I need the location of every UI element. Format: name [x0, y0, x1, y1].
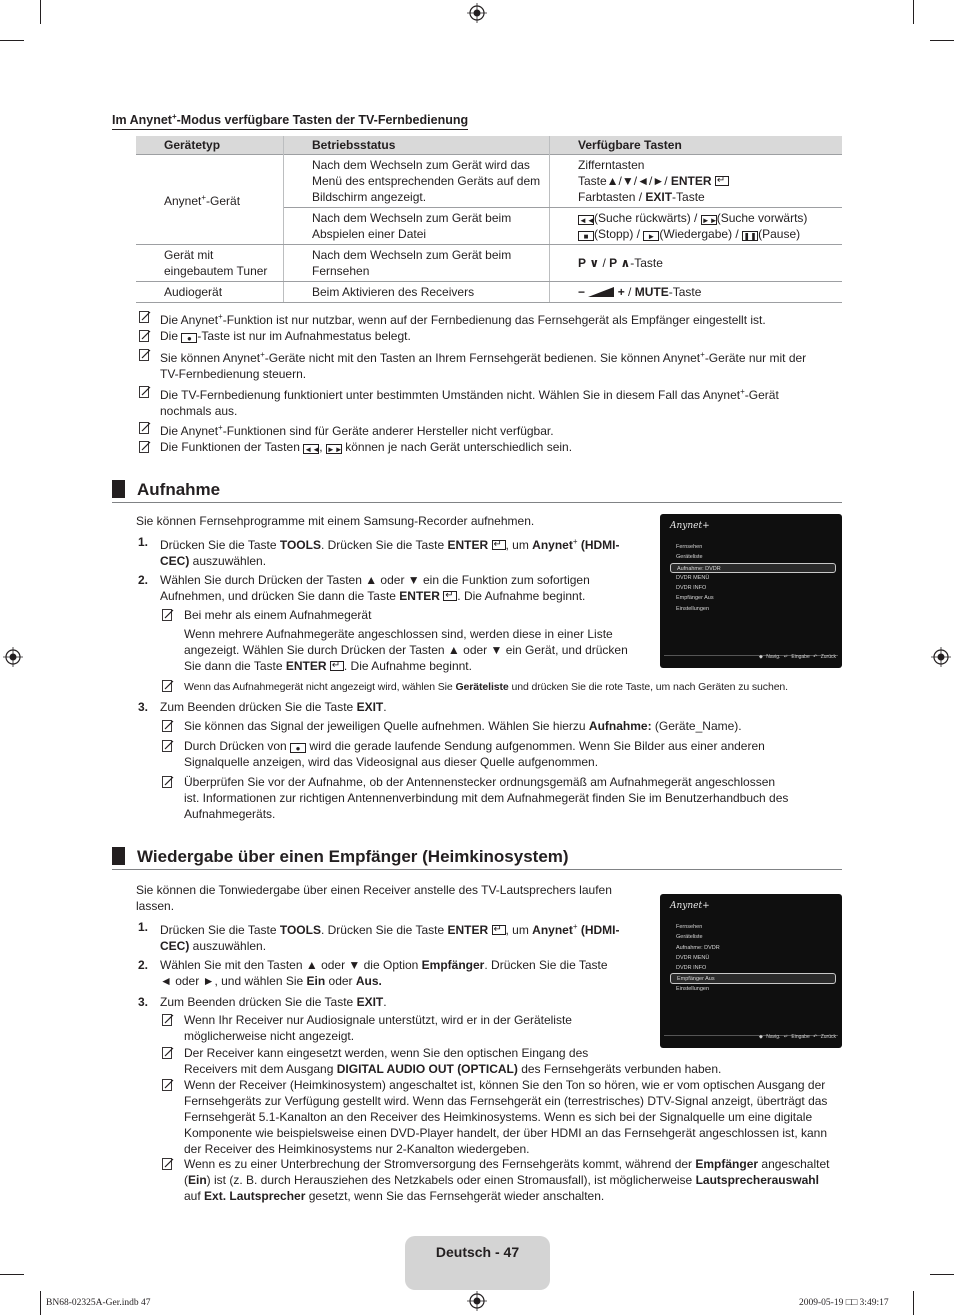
menu-footer: ◆ Navig. ↵ Eingabe ↶ Zurück	[759, 654, 836, 660]
enter-key-icon	[715, 176, 729, 186]
menu-item: DVDR INFO	[676, 965, 707, 972]
note-icon	[162, 776, 174, 788]
note-icon	[162, 609, 174, 621]
step-number: 3.	[138, 995, 149, 1009]
menu-item-selected: Empfänger Aus	[670, 973, 836, 983]
col-header-status: Betriebsstatus	[284, 136, 550, 155]
section-bar	[112, 847, 125, 865]
cell-keys: Zifferntasten Taste▲/▼/◄/►/ ENTER ↵ Farbtasten / EXIT-Taste	[550, 155, 843, 208]
menu-item: DVDR MENÜ	[676, 954, 710, 961]
menu-item: Fernsehen	[676, 544, 703, 550]
step-number: 1.	[138, 535, 149, 549]
note-paragraph: Wenn mehrere Aufnahmegeräte angeschlossen sind, werden diese in einer Liste angezeigt. Wählen Sie durch Drücken der Tasten ▲ oder ▼ ein Gerät, und drücken Sie dann die Taste ENTER ↵ . Die Aufnahme beginnt.	[184, 626, 644, 674]
step-text: Zum Beenden drücken Sie die Taste EXIT.	[160, 995, 387, 1009]
crop-mark	[40, 0, 41, 24]
intro-text: Sie können die Tonwiedergabe über einen Receiver anstelle des TV-Lautsprechers laufen lassen.	[136, 883, 612, 913]
note-text: Durch Drücken von ● wird die gerade laufende Sendung aufgenommen. Wenn Sie Bilder aus einer anderen Signalquelle anzeigen, wird das Videosignal aus dieser Quelle aufgenommen.	[184, 739, 765, 769]
step-text: Drücken Sie die Taste TOOLS. Drücken Sie die Taste ENTER ↵ , um Anynet+ (HDMI- CEC) auszuwählen.	[160, 534, 640, 569]
print-timestamp: 2009-05-19 □□ 3:49:17	[799, 1298, 889, 1308]
cell-keys: ◄◄(Suche rückwärts) / ►►(Suche vorwärts) ■ (Stopp) / ► (Wiedergabe) / ❚❚(Pause)	[550, 208, 843, 245]
cell-keys: − + / MUTE-Taste	[550, 282, 843, 303]
table-row	[136, 155, 842, 208]
note-text: Sie können das Signal der jeweiligen Quelle aufnehmen. Wählen Sie hierzu Aufnahme: (Geräte_Name).	[184, 719, 742, 733]
fast-forward-key-icon: ►►	[326, 445, 343, 454]
table-row	[136, 245, 842, 282]
note-icon	[139, 386, 151, 398]
crop-mark	[930, 40, 954, 41]
cell-keys: P ∨ / P ∧-Taste	[550, 245, 843, 282]
table-heading: Im Anynet+-Modus verfügbare Tasten der TV-Fernbedienung	[112, 109, 468, 130]
enter-key-icon	[443, 591, 457, 601]
cell-status: Nach dem Wechseln zum Gerät beim Fernsehen	[284, 245, 550, 282]
note-text: Die Funktionen der Tasten ◄◄, ►► können je nach Gerät unterschiedlich sein.	[160, 440, 573, 454]
chevron-up-icon: ∧	[620, 256, 631, 270]
volume-minus-icon: −	[578, 285, 586, 299]
chevron-down-icon: ∨	[589, 256, 600, 270]
section-title-aufnahme: Aufnahme	[112, 480, 842, 503]
note-icon	[139, 441, 151, 453]
section-title-wiedergabe: Wiedergabe über einen Empfänger (Heimkinosystem)	[112, 847, 842, 870]
note-text: Wenn Ihr Receiver nur Audiosignale unterstützt, wird er in der Geräteliste möglicherweise nicht angezeigt.	[184, 1013, 572, 1043]
crop-mark	[913, 1291, 914, 1315]
menu-item: Fernsehen	[676, 924, 703, 930]
table-row	[136, 282, 842, 303]
crop-mark	[0, 40, 24, 41]
menu-item: Geräteliste	[676, 934, 703, 941]
note-icon	[162, 1079, 174, 1091]
menu-item: DVDR MENÜ	[676, 574, 710, 581]
page-number: Deutsch - 47	[435, 1244, 520, 1260]
cell-status: Beim Aktivieren des Receivers	[284, 282, 550, 303]
anynet-menu-screenshot	[660, 514, 842, 668]
crop-mark	[913, 0, 914, 24]
note-text: Die ● -Taste ist nur im Aufnahmestatus belegt.	[160, 329, 411, 343]
intro-text: Sie können Fernsehprogramme mit einem Samsung-Recorder aufnehmen.	[136, 514, 535, 528]
page-number-tab	[405, 1236, 550, 1290]
anynet-logo: Anynet+	[670, 521, 710, 531]
cell-status: Nach dem Wechseln zum Gerät beim Abspielen einer Datei	[284, 208, 550, 245]
volume-wedge-icon	[588, 287, 614, 297]
note-icon	[139, 330, 151, 342]
cell-status: Nach dem Wechseln zum Gerät wird das Menü des entsprechenden Geräts auf dem Bildschirm angezeigt.	[284, 155, 550, 208]
rewind-key-icon: ◄◄	[304, 445, 321, 454]
note-icon	[139, 422, 151, 434]
col-header-device: Gerätetyp	[136, 136, 284, 155]
cell-device: Audiogerät	[136, 282, 284, 303]
enter-key-icon	[330, 661, 344, 671]
note-icon	[139, 311, 151, 323]
note-icon	[162, 1014, 174, 1026]
record-key-icon: ●	[290, 743, 306, 753]
note-text: Die Anynet+-Funktionen sind für Geräte anderer Hersteller nicht verfügbar.	[160, 423, 554, 438]
menu-item: Einstellungen	[676, 985, 710, 992]
crop-mark	[40, 1291, 41, 1315]
cell-device: Gerät mit eingebautem Tuner	[136, 245, 284, 282]
note-text: Wenn der Receiver (Heimkinosystem) angeschaltet ist, können Sie den Ton so hören, wie er vom optischen Ausgang der Fernsehgeräts zur Verfügung gestellt wird. Wenn das Fernsehgerät ein (terrestrisches) DTV-Signal anzeigt, überträgt das Fernsehgerät 5.1-Kanalton an den Receiver des Heimkinosystems. Wenn es sich bei der Signalquelle um eine digitale Komponente wie beispielsweise einen DVD-Player handelt, der über HDMI an das Fernsehgerät angeschlossen ist, kann der Receiver des Heimkinosystems nur 2-Kanalton wiedergeben.	[184, 1078, 828, 1156]
note-text: Bei mehr als einem Aufnahmegerät	[184, 608, 372, 622]
note-text: Die Anynet+-Funktion ist nur nutzbar, wenn auf der Fernbedienung das Fernsehgerät als Empfänger eingestellt ist.	[160, 312, 766, 327]
note-icon	[162, 680, 174, 692]
cell-device: Anynet+-Gerät	[136, 155, 284, 245]
crop-mark	[0, 1274, 24, 1275]
note-text: Überprüfen Sie vor der Aufnahme, ob der Antennenstecker ordnungsgemäß am Aufnahmegerät angeschlossen ist. Informationen zur richtigen Antennenverbindung mit dem Aufnahmegerät finden Sie im Benutzerhandbuch des Aufnahmegeräts.	[184, 775, 789, 821]
step-text: Wählen Sie mit den Tasten ▲ oder ▼ die Option Empfänger. Drücken Sie die Taste ◄ oder ►, und wählen Sie Ein oder Aus.	[160, 958, 608, 988]
registration-mark-icon	[3, 647, 23, 667]
enter-key-icon	[492, 540, 506, 550]
note-text: Sie können Anynet+-Geräte nicht mit den Tasten an Ihrem Fernsehgerät bedienen. Sie können Anynet+-Geräte nur mit der TV-Fernbedienung steuern.	[160, 350, 807, 381]
step-number: 2.	[138, 573, 149, 587]
note-icon	[139, 349, 151, 361]
step-text: Drücken Sie die Taste TOOLS. Drücken Sie die Taste ENTER ↵ , um Anynet+ (HDMI- CEC) auszuwählen.	[160, 919, 640, 954]
menu-item: DVDR INFO	[676, 585, 707, 592]
anynet-menu-screenshot	[660, 894, 842, 1048]
menu-item: Aufnahme: DVDR	[676, 944, 720, 951]
print-file-label: BN68-02325A-Ger.indb 47	[46, 1298, 151, 1308]
menu-item: Einstellungen	[676, 605, 710, 612]
note-icon	[162, 1047, 174, 1059]
registration-mark-icon	[467, 3, 487, 23]
stop-key-icon: ■	[578, 231, 594, 241]
step-text: Wählen Sie durch Drücken der Tasten ▲ oder ▼ ein die Funktion zum sofortigen Aufnehmen, und drücken Sie dann die Taste ENTER ↵ . Die Aufnahme beginnt.	[160, 572, 640, 604]
menu-footer: ◆ Navig. ↵ Eingabe ↶ Zurück	[759, 1034, 836, 1040]
pause-key-icon: ❚❚	[743, 232, 757, 241]
fast-forward-key-icon: ►►	[701, 216, 718, 225]
crop-mark	[930, 1274, 954, 1275]
note-text: Wenn es zu einer Unterbrechung der Stromversorgung des Fernsehgeräts kommt, während der Empfänger angeschaltet (Ein) ist (z. B. durch Herausziehen des Netzkabels oder einen Stromausfall), ist möglicherweise Lautsprecherauswahl auf Ext. Lautsprecher gesetzt, wenn Sie das Fernsehgerät wieder anschalten.	[184, 1157, 830, 1203]
note-text: Der Receiver kann eingesetzt werden, wenn Sie den optischen Eingang des Receivers mit dem Ausgang DIGITAL AUDIO OUT (OPTICAL) des Fernsehgeräts verbunden haben.	[184, 1046, 722, 1076]
anynet-logo: Anynet+	[670, 901, 710, 911]
rewind-key-icon: ◄◄	[579, 216, 595, 225]
note-icon	[162, 1158, 174, 1170]
menu-item-selected: Aufnahme: DVDR	[670, 563, 836, 573]
section-bar	[112, 480, 125, 498]
note-text: Die TV-Fernbedienung funktioniert unter bestimmten Umständen nicht. Wählen Sie in diesem Fall das Anynet+-Gerät nochmals aus.	[160, 387, 779, 418]
step-number: 3.	[138, 700, 149, 714]
enter-key-icon	[492, 925, 506, 935]
step-number: 2.	[138, 958, 149, 972]
col-header-keys: Verfügbare Tasten	[550, 136, 843, 155]
anynet-keys-table	[136, 136, 842, 303]
registration-mark-icon	[931, 647, 951, 667]
note-icon	[162, 740, 174, 752]
note-text: Wenn das Aufnahmegerät nicht angezeigt wird, wählen Sie Geräteliste und drücken Sie die rote Taste, um nach Geräten zu suchen.	[184, 681, 788, 693]
registration-mark-icon	[467, 1291, 487, 1311]
step-number: 1.	[138, 920, 149, 934]
volume-plus-icon: +	[617, 285, 625, 299]
play-key-icon: ►	[643, 231, 659, 241]
menu-item: Empfänger Aus	[676, 595, 714, 602]
record-key-icon: ●	[181, 333, 197, 343]
menu-item: Geräteliste	[676, 554, 703, 561]
note-icon	[162, 720, 174, 732]
step-text: Zum Beenden drücken Sie die Taste EXIT.	[160, 700, 387, 714]
